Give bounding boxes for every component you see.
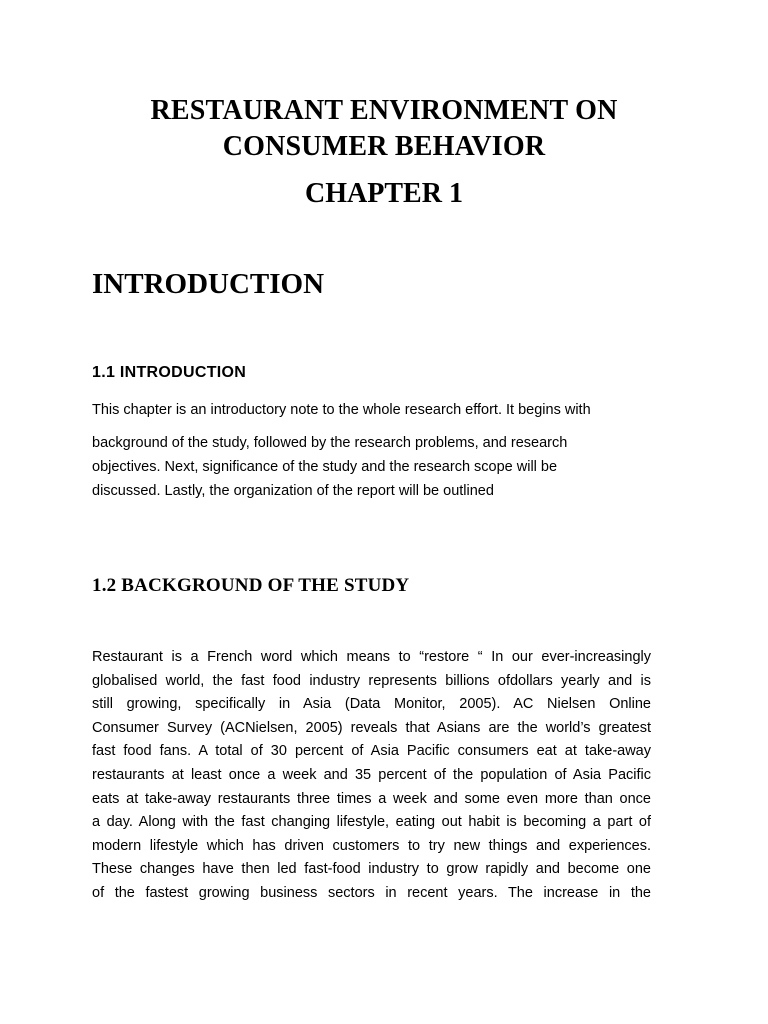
paragraph-line: still growing, specifically in Asia (Data Monitor, 2005). AC Nielsen Online xyxy=(92,696,651,713)
paragraph-line: objectives. Next, significance of the study and the research scope will be xyxy=(92,459,558,475)
paragraph-line: These changes have then led fast-food industry to grow rapidly and become one xyxy=(92,861,651,878)
paragraph-line: a day. Along with the fast changing lifestyle, eating out habit is becoming a part of xyxy=(92,814,651,831)
background-paragraph xyxy=(92,646,651,906)
paragraph-line: background of the study, followed by the research problems, and research xyxy=(92,435,568,451)
paragraph-line: globalised world, the fast food industry represents billions ofdollars yearly and is xyxy=(92,672,651,689)
subsection-2-heading: 1.2 BACKGROUND OF THE STUDY xyxy=(92,575,410,596)
chapter-heading: CHAPTER 1 xyxy=(305,178,463,209)
section-heading: INTRODUCTION xyxy=(92,268,325,300)
paragraph-line: Restaurant is a French word which means to “restore “ In our ever-increasingly xyxy=(92,649,651,665)
subsection-1-heading: 1.1 INTRODUCTION xyxy=(92,364,247,381)
paragraph-line: discussed. Lastly, the organization of the report will be outlined xyxy=(92,483,494,499)
document-title-line-1: RESTAURANT ENVIRONMENT ON xyxy=(150,95,618,126)
paragraph-line: restaurants at least once a week and 35 percent of the population of Asia Pacific xyxy=(92,766,651,783)
paragraph-line: modern lifestyle which has driven customers to try new things and experiences. xyxy=(92,837,651,854)
paragraph-line: of the fastest growing business sectors in recent years. The increase in the xyxy=(92,884,651,901)
document-title-line-2: CONSUMER BEHAVIOR xyxy=(222,131,546,162)
paragraph-line: This chapter is an introductory note to the whole research effort. It begins with xyxy=(92,402,591,418)
paragraph-line: fast food fans. A total of 30 percent of Asia Pacific consumers eat at take-away xyxy=(92,743,651,760)
paragraph-line: Consumer Survey (ACNielsen, 2005) reveals that Asians are the world’s greatest xyxy=(92,719,651,736)
paragraph-line: eats at take-away restaurants three times a week and some even more than once xyxy=(92,790,651,807)
